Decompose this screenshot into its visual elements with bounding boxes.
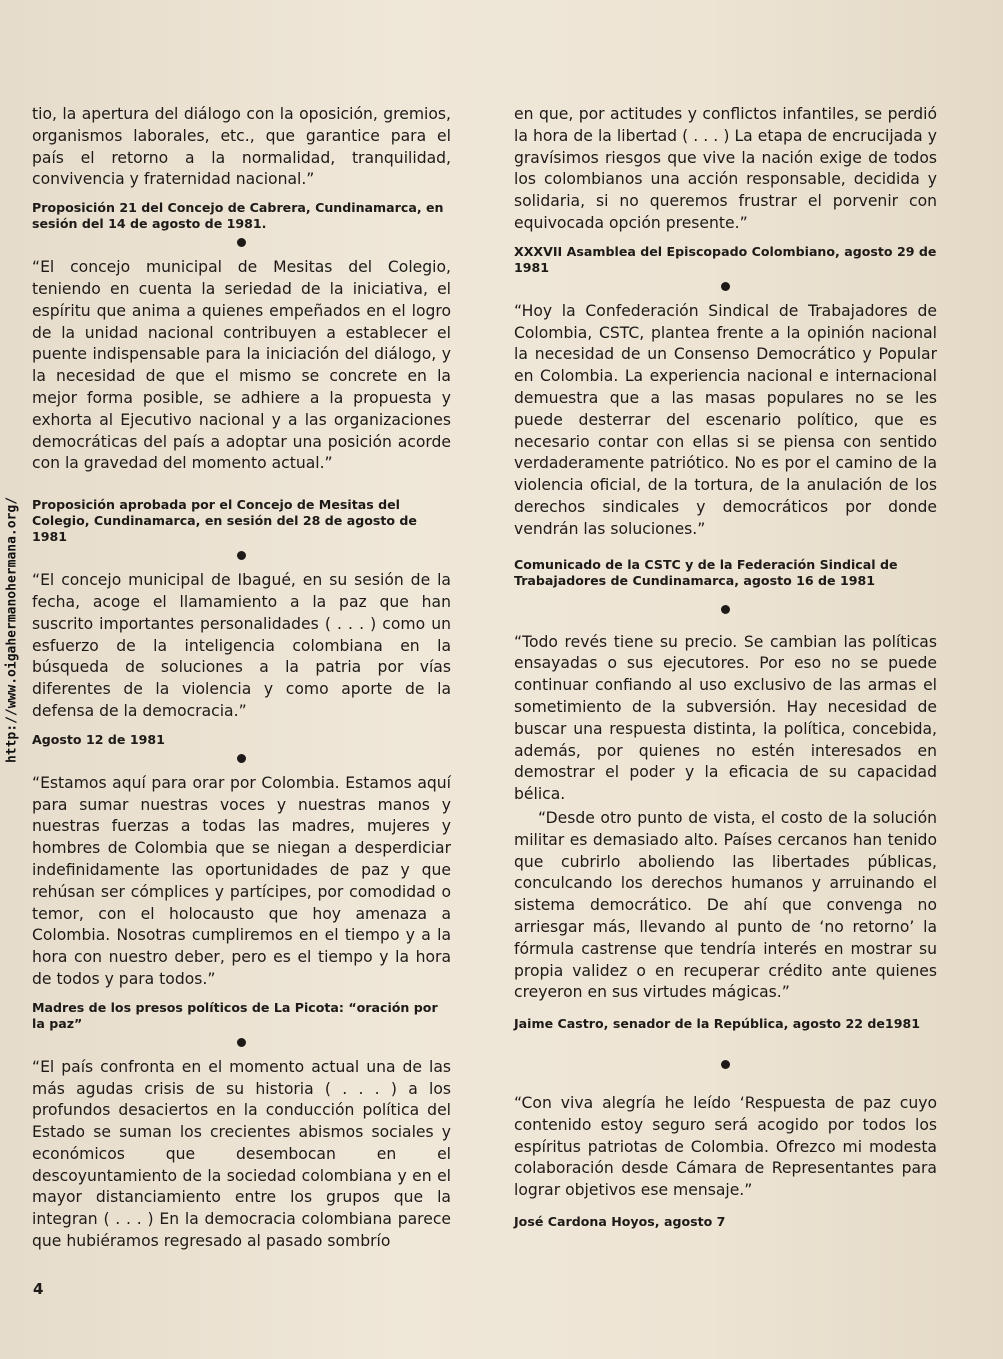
side-url-watermark xyxy=(2,480,22,780)
separator-bullet xyxy=(237,754,246,763)
quote-source: Proposición aprobada por el Concejo de Mesitas del Colegio, Cundinamarca, en sesión del 28 de agosto de 1981 xyxy=(32,497,417,545)
page-number: 4 xyxy=(33,1280,44,1298)
quote-source: Agosto 12 de 1981 xyxy=(32,731,165,747)
separator-bullet xyxy=(721,605,730,614)
right-column xyxy=(514,104,937,1232)
quote-text: “El concejo municipal de Mesitas del Colegio, teniendo en cuenta la seriedad de la iniciativa, el espíritu que anima a quienes empeñados en el logro de la unidad nacional contribuyen a establecer el puente indispensable para la iniciación del diálogo, y la necesidad de que el mismo se concrete en la mejor forma posible, se adhiere a la propuesta y exhorta al Ejecutivo nacional y a las organizaciones democráticas del país a adoptar una posición acorde con la gravedad del momento actual.” xyxy=(32,258,451,473)
side-url-text: http://www.oigahermanohermana.org/ xyxy=(4,496,20,764)
separator-bullet xyxy=(721,1060,730,1069)
quote-source: Madres de los presos políticos de La Picota: “oración por la paz” xyxy=(32,999,438,1031)
quote-text: “El concejo municipal de Ibagué, en su sesión de la fecha, acoge el llamamiento a la paz que han suscrito importantes personalidades ( . . . ) como un esfuerzo de la inteligencia colombiana en la búsqueda de soluciones a la patria por vías diferentes de la violencia y como aporte de la defensa de la democracia.” xyxy=(32,571,451,720)
quote-text: “El país confronta en el momento actual una de las más agudas crisis de su historia ( . . . ) a los profundos desaciertos en la conducción política del Estado se suman los crecientes abismos sociales y económicos que desembocan en el descoyuntamiento de la sociedad colombiana y en el mayor distanciamiento entre los grupos que la integran ( . . . ) En la democracia colombiana parece que hubiéramos regresado al pasado sombrío xyxy=(32,1057,451,1251)
quote-text: “Con viva alegría he leído ‘Respuesta de paz cuyo contenido estoy seguro será acogido por todos los espíritus patriotas de Colombia. Ofrezco mi modesta colaboración desde Cámara de Representantes para lograr objetivos ese mensaje.” xyxy=(514,1094,937,1200)
quote-source: José Cardona Hoyos, agosto 7 xyxy=(514,1214,726,1230)
quote-text: tio, la apertura del diálogo con la oposición, gremios, organismos laborales, etc., que garantice para el país el retorno a la normalidad, tranquilidad, convivencia y fraternidad nacional.” xyxy=(32,105,451,189)
quote-source: Jaime Castro, senador de la República, agosto 22 de1981 xyxy=(514,1016,920,1032)
quote-source: Proposición 21 del Concejo de Cabrera, Cundinamarca, en sesión del 14 de agosto de 1981. xyxy=(32,200,444,232)
quote-text: en que, por actitudes y conflictos infantiles, se perdió la hora de la libertad ( . . . ) La etapa de encrucijada y gravísimos riesgos que vive la nación exige de todos los colombianos una acción responsable, decidida y solidaria, si no queremos frustrar el porvenir con equivocada opción presente.” xyxy=(514,105,937,232)
quote-source: XXXVII Asamblea del Episcopado Colombiano, agosto 29 de 1981 xyxy=(514,243,937,275)
quote-source: Comunicado de la CSTC y de la Federación Sindical de Trabajadores de Cundinamarca, agosto 16 de 1981 xyxy=(514,556,898,588)
separator-bullet xyxy=(721,282,730,291)
quote-text: “Hoy la Confederación Sindical de Trabajadores de Colombia, CSTC, plantea frente a la opinión nacional la necesidad de un Consenso Democrático y Popular en Colombia. La experiencia nacional e internacional demuestra que a las masas populares no se les puede desterrar del escenario político, que es necesario contar con ellas si se piensa con sentido verdaderamente patriótico. No es por el camino de la violencia oficial, de la tortura, de la anulación de los derechos sindicales y democráticos por donde vendrán las soluciones.” xyxy=(514,301,937,538)
separator-bullet xyxy=(237,1038,246,1047)
separator-bullet xyxy=(237,551,246,560)
quote-text-continued: “Desde otro punto de vista, el costo de la solución militar es demasiado alto. Países cercanos han tenido que cubrirlo aboliendo las libertades públicas, conculcando los derechos humanos y arruinando el sistema democrático. De ahí que convenga no arriesgar más, llevando al punto de ‘no retorno’ la fórmula castrense que tendría interés en mostrar su propia validez o en recuperar crédito ante quienes creyeron en sus virtudes mágicas.” xyxy=(514,808,937,1002)
quote-text: “Todo revés tiene su precio. Se cambian las políticas ensayadas o sus ejecutores. Por eso no se puede continuar confiando al uso exclusivo de las armas el sometimiento de la subversión. Hay necesidad de buscar una respuesta distinta, la política, concebida, además, por quienes no estén interesados en demostrar el poder y la eficacia de su capacidad bélica. xyxy=(514,632,937,804)
quote-text: “Estamos aquí para orar por Colombia. Estamos aquí para sumar nuestras voces y nuestras manos y nuestras fuerzas a todas las madres, mujeres y hombres de Colombia que se niegan a desperdiciar indefinidamente las oportunidades de paz y que rehúsan ser cómplices y partícipes, por comodidad o temor, con el holocausto que hoy amenaza a Colombia. Nosotras cumpliremos en el tiempo y a la hora con nuestro deber, pero es el tiempo y la hora de todos y para todos.” xyxy=(32,773,451,988)
separator-bullet xyxy=(237,238,246,247)
left-column xyxy=(32,104,451,1253)
